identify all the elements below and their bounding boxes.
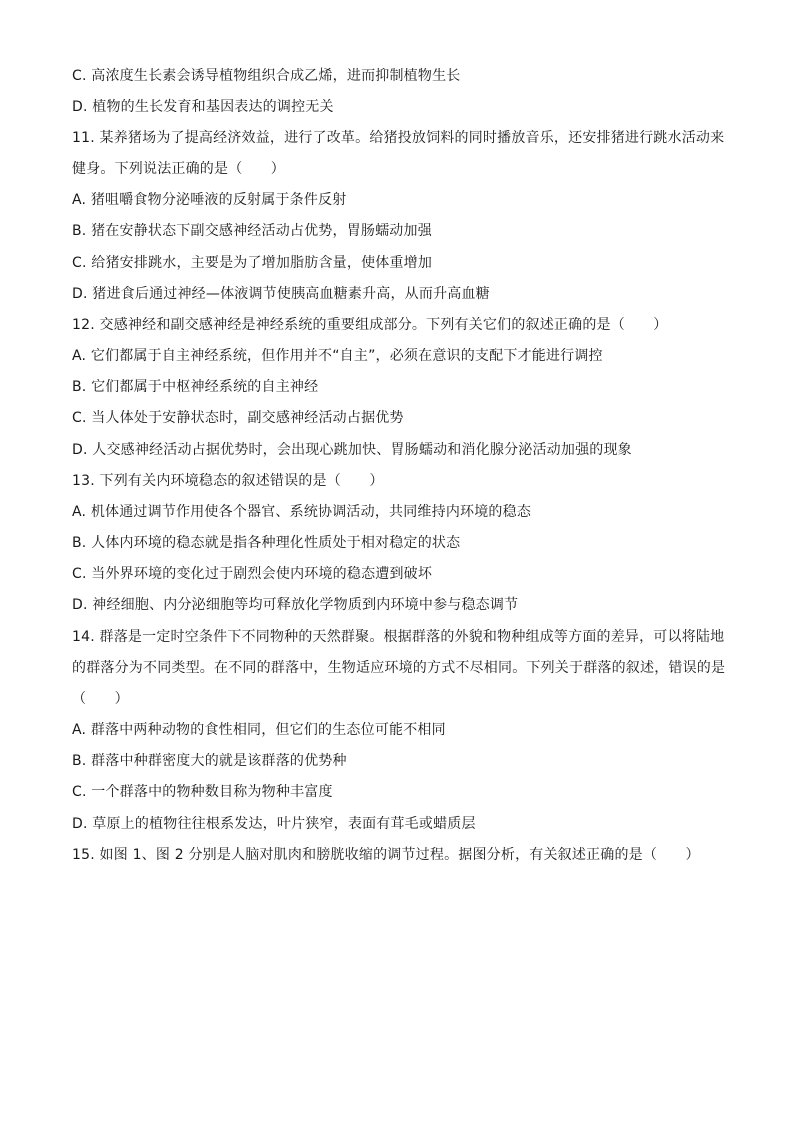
- q14-option-c: C. 一个群落中的物种数目称为物种丰富度: [72, 784, 333, 800]
- q13-option-d: D. 神经细胞、内分泌细胞等均可释放化学物质到内环境中参与稳态调节: [72, 597, 519, 613]
- q11-stem-line-2: 健身。下列说法正确的是（ ）: [72, 161, 285, 177]
- q11-option-a: A. 猪咀嚼食物分泌唾液的反射属于条件反射: [72, 192, 347, 208]
- q12-option-a: A. 它们都属于自主神经系统，但作用并不“自主”，必须在意识的支配下才能进行调控: [72, 348, 603, 364]
- q12-option-d: D. 人交感神经活动占据优势时，会出现心跳加快、胃肠蠕动和消化腺分泌活动加强的现象: [72, 442, 632, 458]
- q13-option-c: C. 当外界环境的变化过于剧烈会使内环境的稳态遭到破坏: [72, 566, 433, 582]
- q12-option-b: B. 它们都属于中枢神经系统的自主神经: [72, 379, 319, 395]
- q15-stem: 15. 如图 1、图 2 分别是人脑对肌肉和膀胱收缩的调节过程。据图分析，有关叙述正确的是（ ）: [72, 847, 700, 863]
- q11-option-b: B. 猪在安静状态下副交感神经活动占优势，胃肠蠕动加强: [72, 223, 432, 239]
- q11-option-d: D. 猪进食后通过神经—体液调节使胰高血糖素升高，从而升高血糖: [72, 286, 490, 302]
- q10-option-d: D. 植物的生长发育和基因表达的调控无关: [72, 99, 334, 115]
- q14-option-b: B. 群落中种群密度大的就是该群落的优势种: [72, 753, 347, 769]
- q12-stem: 12. 交感神经和副交感神经是神经系统的重要组成部分。下列有关它们的叙述正确的是（ ）: [72, 317, 668, 333]
- q13-option-b: B. 人体内环境的稳态就是指各种理化性质处于相对稳定的状态: [72, 535, 461, 551]
- q11-option-c: C. 给猪安排跳水，主要是为了增加脂肪含量，使体重增加: [72, 255, 433, 271]
- q13-option-a: A. 机体通过调节作用使各个器官、系统协调活动，共同维持内环境的稳态: [72, 504, 532, 520]
- q14-stem-line-1: 14. 群落是一定时空条件下不同物种的天然群聚。根据群落的外貌和物种组成等方面的差异，可以将陆地: [72, 629, 725, 645]
- q13-stem: 13. 下列有关内环境稳态的叙述错误的是（ ）: [72, 473, 384, 489]
- q14-stem-line-2: 的群落分为不同类型。在不同的群落中，生物适应环境的方式不尽相同。下列关于群落的叙述，错误的是: [72, 660, 726, 676]
- q14-stem-line-3: （ ）: [72, 691, 129, 707]
- q14-option-d: D. 草原上的植物往往根系发达，叶片狭窄，表面有茸毛或蜡质层: [72, 816, 476, 832]
- q10-option-c: C. 高浓度生长素会诱导植物组织合成乙烯，进而抑制植物生长: [72, 68, 461, 84]
- q11-stem-line-1: 11. 某养猪场为了提高经济效益，进行了改革。给猪投放饲料的同时播放音乐，还安排猪进行跳水活动来: [72, 130, 725, 146]
- q12-option-c: C. 当人体处于安静状态时，副交感神经活动占据优势: [72, 410, 404, 426]
- q14-option-a: A. 群落中两种动物的食性相同，但它们的生态位可能不相同: [72, 722, 446, 738]
